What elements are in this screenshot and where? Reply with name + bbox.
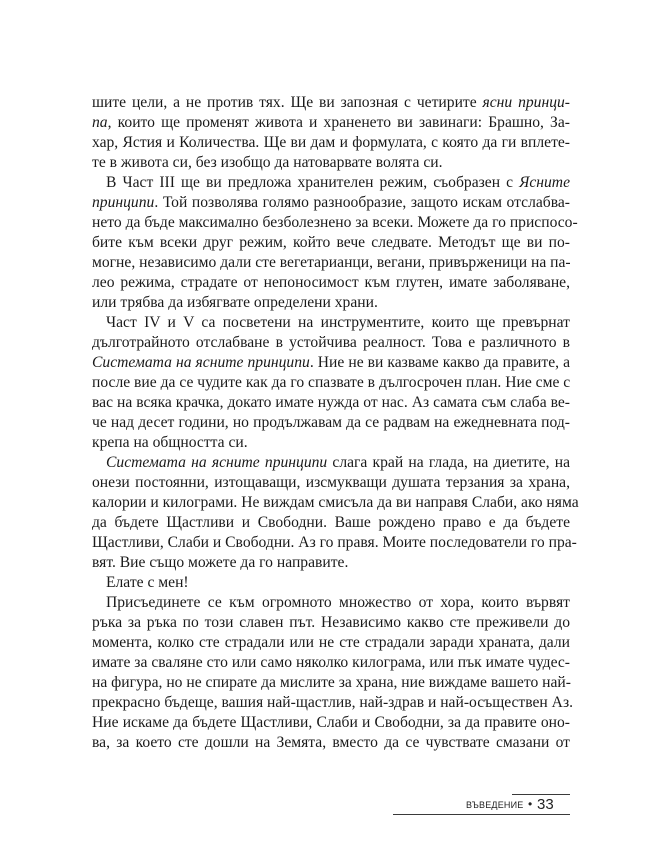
text-run: ръка за ръка по този славен път. Независимо какво сте преживели до <box>92 614 570 631</box>
text-run: . Ние не ви казваме какво да правите, а <box>309 354 570 371</box>
text-line <box>92 393 570 413</box>
text-line <box>92 553 570 573</box>
text-line <box>92 133 570 153</box>
running-footer-section: ВЪВЕДЕНИЕ <box>466 800 524 810</box>
italic-text: Системата на ясните принципи <box>92 354 310 371</box>
paragraph <box>92 93 570 173</box>
text-line <box>92 153 570 173</box>
text-run: могне, независимо дали сте вегетарианци, вегани, привърженици на па- <box>92 254 571 271</box>
italic-text: Ясните <box>519 174 570 191</box>
text-line <box>92 353 570 373</box>
text-run: Ние искаме да бъдете Щастливи, Слаби и Свободни, за да правите оно- <box>92 714 570 731</box>
text-line <box>92 733 570 753</box>
paragraph <box>92 453 579 573</box>
text-run: да бъдете Щастливи и Свободни. Ваше рождено право е да бъдете <box>92 514 570 531</box>
paragraph <box>92 593 573 753</box>
text-run: слага край на глада, на диетите, на <box>327 454 570 471</box>
text-run: прекрасно бъдеще, вашия най-щастлив, най-здрав и най-осъществен Аз. <box>92 694 573 711</box>
text-run: вас на всяка крачка, докато имате нужда от нас. Аз самата съм слаба ве- <box>92 394 570 411</box>
text-line <box>92 173 570 193</box>
text-line <box>92 233 570 253</box>
paragraph <box>92 573 570 593</box>
text-run: вят. Вие също можете да го направите. <box>92 554 349 571</box>
text-line <box>92 293 570 313</box>
text-run: шите цели, а не против тях. Ще ви запозная с четирите <box>92 94 483 111</box>
text-line <box>92 593 570 613</box>
text-run: хар, Ястия и Количества. Ще ви дам и формулата, с която да ги вплете- <box>92 134 570 151</box>
footer-top-rule <box>512 794 570 795</box>
text-run: момента, колко сте страдали или не сте страдали заради храната, дали <box>92 634 570 651</box>
page-number: 33 <box>537 796 554 813</box>
text-run: те в живота си, без изобщо да натоварвате волята си. <box>92 154 443 171</box>
footer-bullet: • <box>528 797 533 811</box>
text-run: нето да бъде максимално безболезнено за всеки. Можете да го приспосо- <box>92 214 578 231</box>
text-line <box>92 673 570 693</box>
text-line <box>92 313 570 333</box>
text-run: калории и килограми. Не виждам смисъла да ви направя Слаби, ако няма <box>92 494 579 511</box>
text-run: после вие да се чудите как да го спазвате в дългосрочен план. Ние сме с <box>92 374 571 391</box>
text-run: дълготрайното отслабване в устойчива реалност. Това е различното в <box>92 334 570 351</box>
paragraph <box>92 313 570 453</box>
text-line <box>92 333 570 353</box>
text-run: крепа на общността си. <box>92 434 248 451</box>
text-run: ва, за което сте дошли на Земята, вместо да се чувствате смазани от <box>92 734 570 751</box>
text-run: Присъединете се към огромното множество от хора, които вървят <box>106 594 570 611</box>
text-run: на фигура, но не спирате да мислите за храна, ние виждаме вашето най- <box>92 674 571 691</box>
text-line <box>92 253 570 273</box>
text-line <box>92 533 577 553</box>
text-line <box>92 193 570 213</box>
text-line <box>92 433 570 453</box>
body-text <box>92 93 579 753</box>
text-run: Част IV и V са посветени на инструментите, които ще превърнат <box>106 314 570 331</box>
italic-text: па <box>92 114 108 131</box>
paragraph <box>92 173 578 313</box>
text-line <box>92 273 570 293</box>
text-line <box>92 613 570 633</box>
italic-text: принципи <box>92 194 155 211</box>
text-line <box>92 113 570 133</box>
text-run: , които ще променят живота и храненето ви завинаги: Брашно, За- <box>107 114 570 131</box>
text-line <box>92 473 570 493</box>
text-line <box>92 713 570 733</box>
text-run: . Той позволява голямо разнообразие, защото искам отслабва- <box>154 194 570 211</box>
text-line <box>92 633 570 653</box>
italic-text: Системата на ясните принципи <box>106 454 328 471</box>
text-line <box>92 373 570 393</box>
text-line <box>92 213 578 233</box>
text-run: че над десет години, но продължавам да се радвам на ежедневната под- <box>92 414 570 431</box>
footer-bottom-rule <box>393 814 570 815</box>
italic-text: ясни принци- <box>482 94 570 111</box>
text-run: онези постоянни, изтощаващи, изсмукващи душата терзания за храна, <box>92 474 570 491</box>
text-run: лео режима, страдате от непоносимост към глутен, имате заболяване, <box>92 274 570 291</box>
text-run: В Част III ще ви предложа хранителен режим, съобразен с <box>106 174 520 191</box>
text-line <box>92 513 570 533</box>
text-line <box>92 573 570 593</box>
text-line <box>92 93 570 113</box>
text-line <box>92 653 570 673</box>
text-line <box>92 493 579 513</box>
text-run: Щастливи, Слаби и Свободни. Аз го правя. Моите последователи го пра- <box>92 534 577 551</box>
text-run: имате за сваляне сто или само няколко килограма, или пък имате чудес- <box>92 654 570 671</box>
text-run: бите към всеки друг режим, който вече следвате. Методът ще ви по- <box>92 234 570 251</box>
text-line <box>92 693 573 713</box>
text-run: Елате с мен! <box>106 574 189 591</box>
text-line <box>92 413 570 433</box>
text-run: или трябва да избягвате определени храни. <box>92 294 378 311</box>
text-line <box>92 453 570 473</box>
